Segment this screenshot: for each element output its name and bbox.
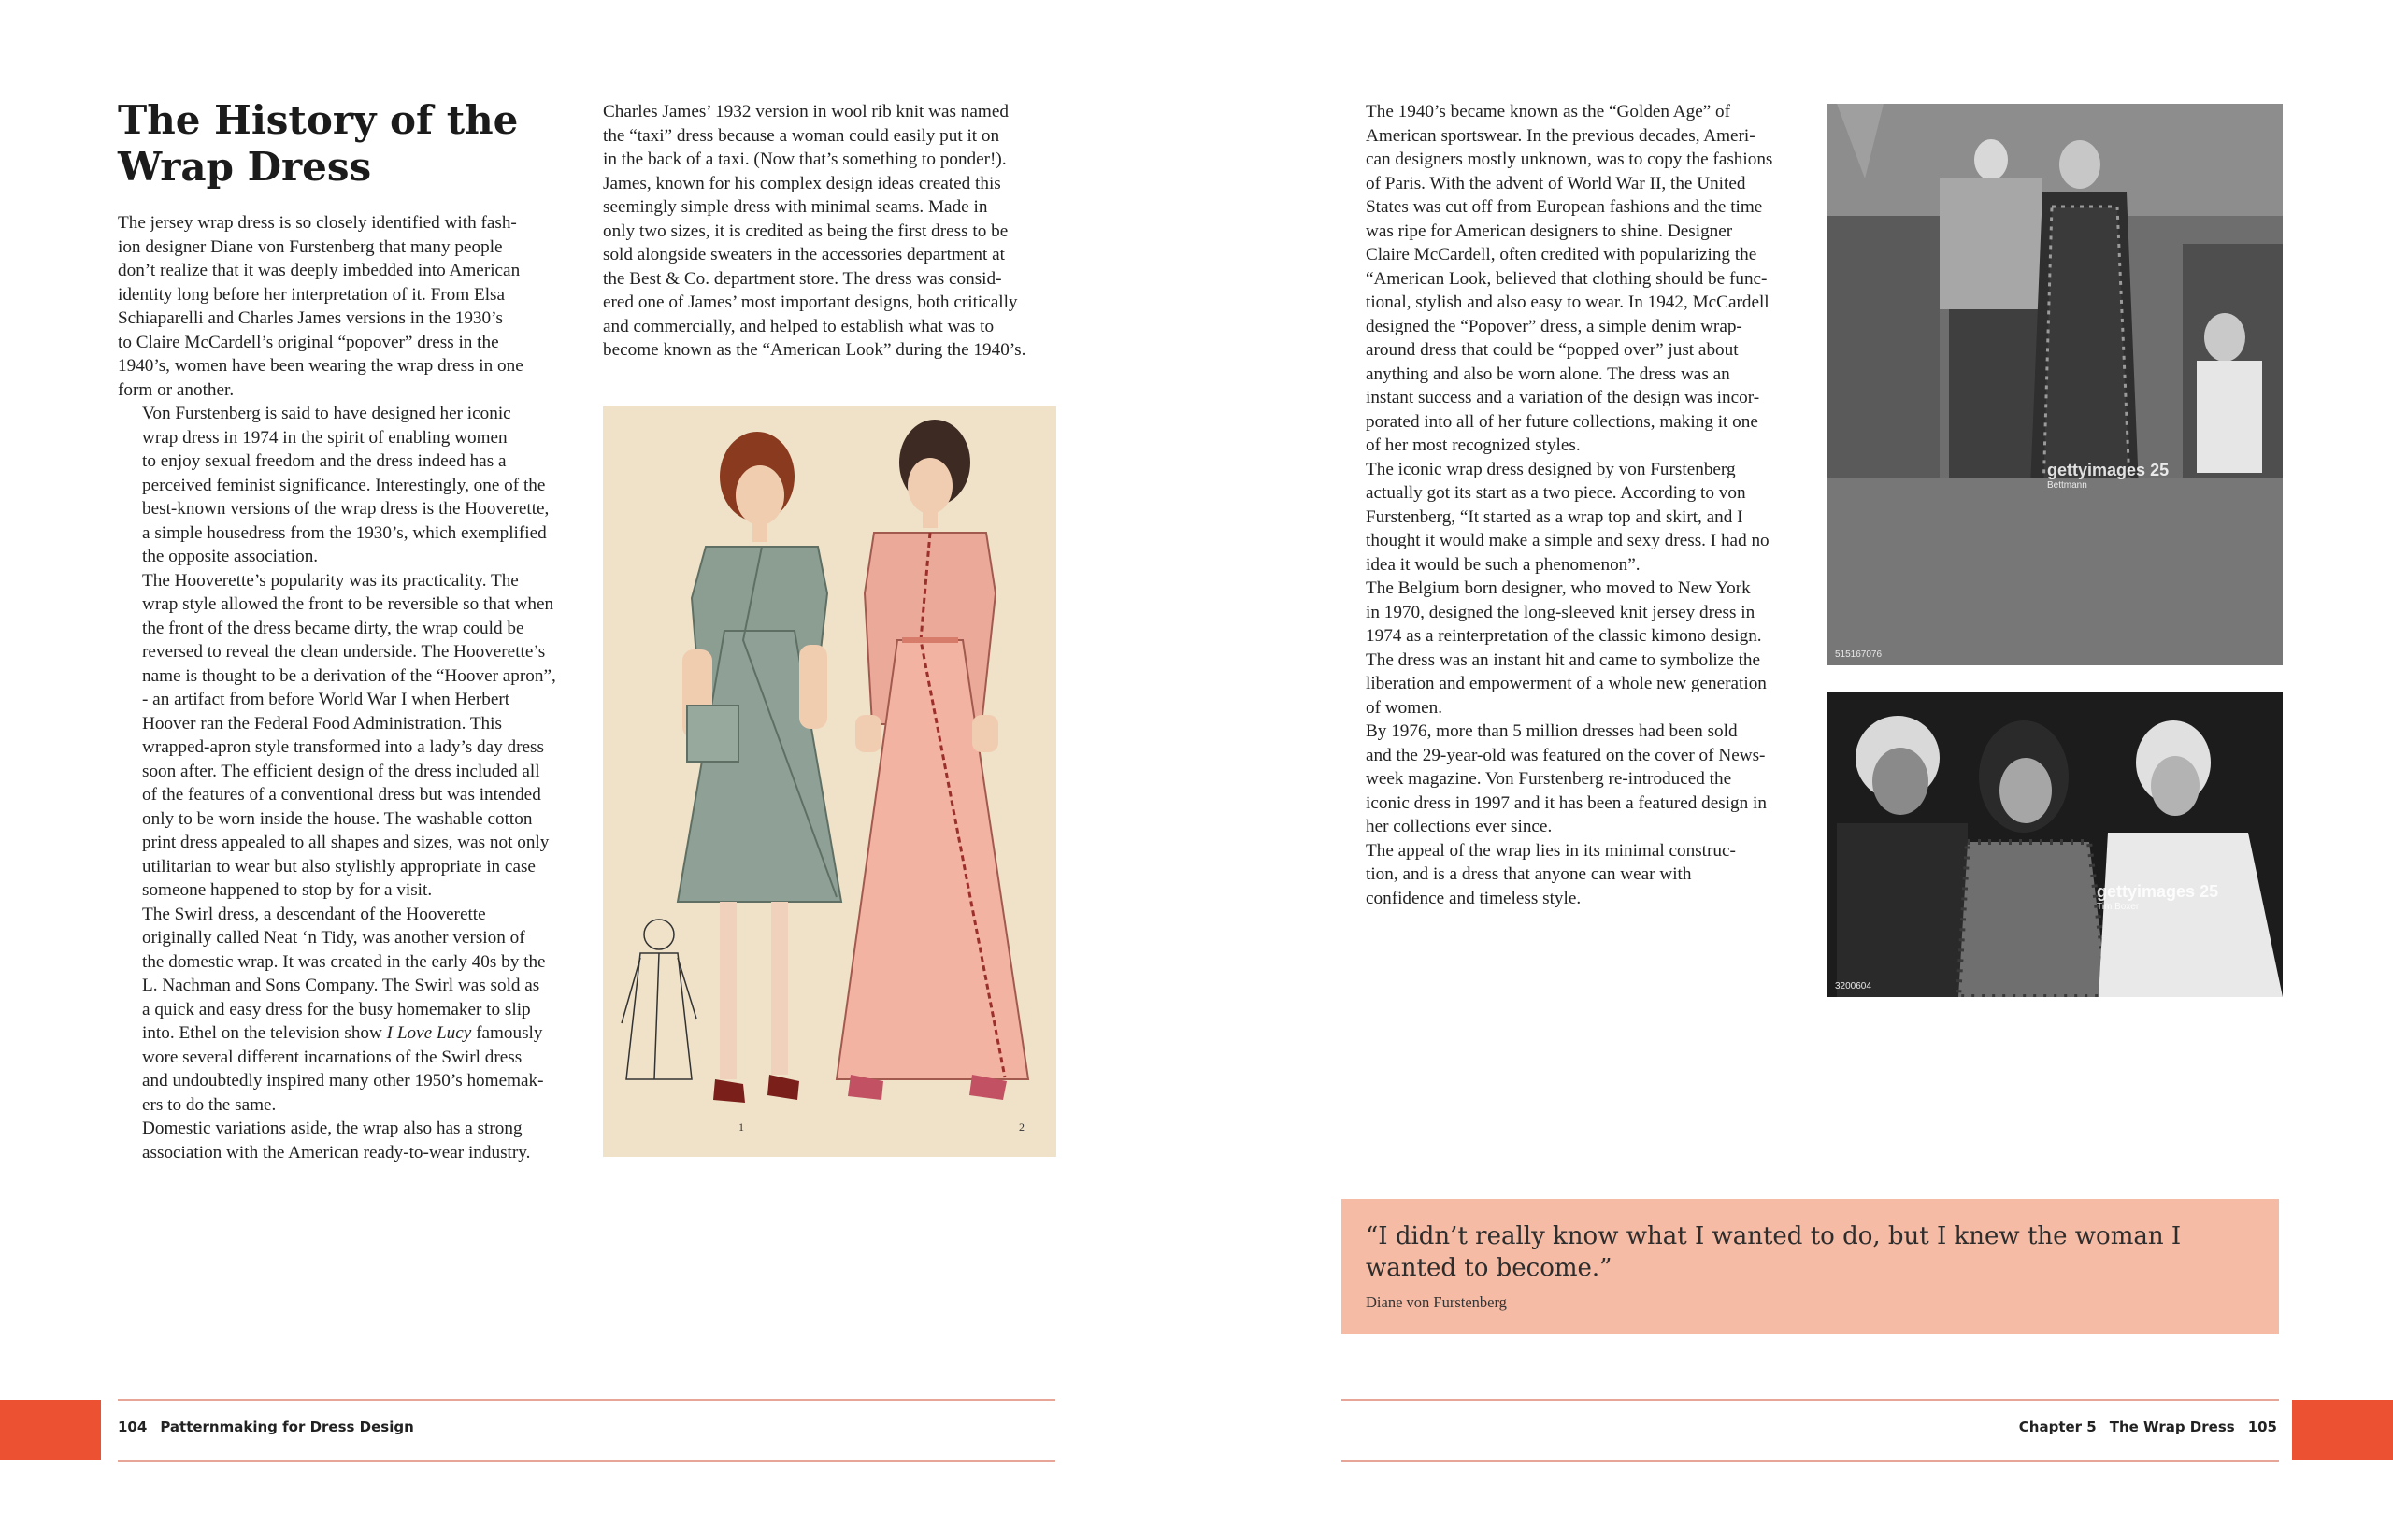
text-line: sold alongside sweaters in the accessories department at [603, 245, 1005, 264]
text-line: utilitarian to wear but also stylishly appropriate in case [142, 856, 536, 877]
text-line: 1974 as a reinterpretation of the classic kimono design. [1366, 626, 1762, 646]
text-line: perceived feminist significance. Interestingly, one of the [142, 475, 546, 495]
illustration-graphic [603, 406, 1056, 1157]
paragraph [1341, 839, 1799, 911]
text-line: name is thought to be a derivation of the “Hoover apron”, [142, 665, 556, 686]
watermark-badge: 25 [2150, 461, 2170, 479]
text-line: soon after. The efficient design of the dress included all [142, 761, 540, 781]
figure-number-1: 1 [738, 1120, 744, 1134]
chapter-title: The Wrap Dress [2109, 1419, 2235, 1435]
text-line: The Belgium born designer, who moved to New York [1366, 578, 1751, 598]
photo-designer-workroom [1827, 104, 2283, 665]
title-line-1: The History of the [118, 97, 519, 143]
paragraph [1341, 100, 1799, 458]
text-run: famously [471, 1023, 543, 1043]
text-line: wrap style allowed the front to be reversible so that when [142, 594, 554, 614]
text-line: don’t realize that it was deeply imbedded into American [118, 261, 521, 280]
footer-rule-bottom-left [118, 1460, 1055, 1462]
text-line: the opposite association. [142, 547, 319, 566]
photo-id: 3200604 [1835, 981, 1871, 991]
page-number-left: 104 [118, 1419, 148, 1435]
text-line: and commercially, and helped to establish what was to [603, 316, 995, 336]
paragraph [603, 100, 1066, 363]
text-line: tional, stylish and also easy to wear. In 1942, McCardell [1366, 292, 1770, 312]
text-line: Charles James’ 1932 version in wool rib knit was named [603, 102, 1009, 121]
footer-rule-top-right [1341, 1399, 2279, 1401]
right-text-column [1341, 100, 1799, 910]
vintage-pattern-illustration [603, 406, 1056, 1157]
text-line: print dress appealed to all shapes and sizes, was not only [142, 833, 550, 852]
text-line: the Best & Co. department store. The dress was consid- [603, 268, 1002, 289]
text-line: James, known for his complex design ideas created this [603, 173, 1001, 193]
text-line: the front of the dress became dirty, the wrap could be [142, 618, 524, 638]
text-run: into. Ethel on the television show [142, 1023, 387, 1043]
text-line: The jersey wrap dress is so closely identified with fash- [118, 213, 517, 233]
footer-rule-bottom-right [1341, 1460, 2279, 1462]
text-line: idea it would be such a phenomenon”. [1366, 554, 1641, 575]
text-line: liberation and empowerment of a whole new generation [1366, 674, 1767, 693]
text-line: the “taxi” dress because a woman could easily put it on [603, 125, 1000, 146]
text-line: L. Nachman and Sons Company. The Swirl was sold as [142, 976, 540, 995]
paragraph [1341, 720, 1799, 839]
text-line: of Paris. With the advent of World War II, the United [1366, 173, 1746, 193]
text-line: Furstenberg, “It started as a wrap top and skirt, and I [1366, 506, 1743, 527]
title-line-2: Wrap Dress [118, 144, 372, 190]
quote-author: Diane von Furstenberg [1366, 1293, 1507, 1311]
text-line: of women. [1366, 697, 1443, 718]
page-title [118, 97, 604, 191]
text-line: Claire McCardell, often credited with popularizing the [1366, 245, 1757, 264]
text-line: association with the American ready-to-wear industry. [142, 1142, 531, 1162]
right-chapter-tab [2292, 1400, 2393, 1460]
text-line: The Hooverette’s popularity was its practicality. The [142, 570, 519, 591]
text-line: seemingly simple dress with minimal seams. Made in [603, 197, 988, 217]
middle-text-column [603, 100, 1066, 363]
figure-number-2: 2 [1019, 1120, 1025, 1134]
text-line: ers to do the same. [142, 1094, 277, 1115]
text-line: of her most recognized styles. [1366, 435, 1581, 455]
text-line: and the 29-year-old was featured on the cover of News- [1366, 745, 1766, 765]
quote-text [1366, 1220, 2255, 1284]
pull-quote [1341, 1199, 2279, 1334]
paragraph [1341, 458, 1799, 578]
text-line: ion designer Diane von Furstenberg that many people [118, 236, 503, 257]
text-line: iconic dress in 1997 and it has been a featured design in [1366, 792, 1767, 813]
text-line: originally called Neat ‘n Tidy, was another version of [142, 928, 525, 948]
text-line: a quick and easy dress for the busy homemaker to slip [142, 999, 531, 1020]
text-line: Hoover ran the Federal Food Administration. This [142, 713, 502, 734]
text-line: reversed to reveal the clean underside. The Hooverette’s [142, 642, 546, 662]
text-line: to enjoy sexual freedom and the dress indeed has a [142, 451, 507, 471]
getty-watermark [2047, 461, 2169, 491]
text-line: Von Furstenberg is said to have designed her iconic [142, 404, 511, 423]
chapter-label: Chapter 5 [2018, 1419, 2097, 1435]
text-line: thought it would make a simple and sexy dress. I had no [1366, 531, 1770, 550]
text-line: only two sizes, it is credited as being the first dress to be [603, 221, 1009, 241]
text-line: ered one of James’ most important designs, both critically [603, 292, 1018, 312]
text-line: can designers mostly unknown, was to copy the fashions [1366, 150, 1773, 169]
text-line: only to be worn inside the house. The washable cotton [142, 808, 533, 829]
text-line: in the back of a taxi. (Now that’s something to ponder!). [603, 150, 1007, 169]
text-line: porated into all of her future collections, making it one [1366, 411, 1758, 432]
text-line: anything and also be worn alone. The dress was an [1366, 364, 1730, 384]
getty-watermark [2097, 882, 2218, 912]
text-line: Domestic variations aside, the wrap also has a strong [142, 1119, 523, 1138]
text-line: - an artifact from before World War I when Herbert [142, 690, 510, 709]
text-line: Schiaparelli and Charles James versions in the 1930’s [118, 308, 503, 328]
text-line: best-known versions of the wrap dress is the Hooverette, [142, 499, 550, 519]
text-line: week magazine. Von Furstenberg re-introduced the [1366, 769, 1732, 789]
photo-warhol-von-furstenberg [1827, 692, 2283, 997]
watermark-badge: 25 [2200, 882, 2219, 901]
text-line: confidence and timeless style. [1366, 888, 1582, 908]
show-title: I Love Lucy [386, 1023, 472, 1043]
text-line: 1940’s, women have been wearing the wrap dress in one [118, 356, 523, 376]
text-line: identity long before her interpretation of it. From Elsa [118, 284, 506, 305]
paragraph [118, 903, 585, 1118]
text-line: and undoubtedly inspired many other 1950’s homemak- [142, 1071, 544, 1091]
text-line: around dress that could be “popped over” just about [1366, 340, 1739, 360]
text-line: The dress was an instant hit and came to symbolize the [1366, 649, 1761, 670]
page-number-right: 105 [2247, 1419, 2277, 1435]
text-line: The Swirl dress, a descendant of the Hooverette [142, 904, 486, 924]
text-line: tion, and is a dress that anyone can wear with [1366, 864, 1692, 884]
text-line: a simple housedress from the 1930’s, which exemplified [142, 522, 547, 543]
footer-rule-top-left [118, 1399, 1055, 1401]
paragraph [1341, 577, 1799, 720]
paragraph [118, 1117, 585, 1164]
quote-line: wanted to become.” [1366, 1254, 1612, 1282]
text-line: was ripe for American designers to shine. Designer [1366, 221, 1733, 241]
text-line: wrap dress in 1974 in the spirit of enabling women [142, 427, 508, 448]
text-line: to Claire McCardell’s original “popover” dress in the [118, 332, 499, 352]
photo-credit: Bettmann [2047, 480, 2087, 491]
text-line: of the features of a conventional dress but was intended [142, 785, 541, 805]
text-line: American sportswear. In the previous decades, Ameri- [1366, 125, 1755, 146]
text-line: “American Look, believed that clothing should be func- [1366, 268, 1768, 289]
text-line: wore several different incarnations of the Swirl dress [142, 1047, 523, 1067]
paragraph [118, 569, 585, 903]
photo-id: 515167076 [1835, 649, 1883, 660]
photo-1-graphic [1827, 104, 2283, 665]
footer-left [118, 1419, 414, 1435]
watermark-text: gettyimages [2047, 461, 2146, 479]
text-line: States was cut off from European fashions and the time [1366, 197, 1763, 217]
text-line: actually got its start as a two piece. According to von [1366, 483, 1746, 503]
text-line: wrapped-apron style transformed into a lady’s day dress [142, 737, 544, 757]
text-line [118, 1021, 585, 1046]
text-line: the domestic wrap. It was created in the early 40s by the [142, 951, 546, 972]
paragraph [118, 402, 585, 569]
paragraph [118, 211, 585, 402]
watermark-text: gettyimages [2097, 882, 2196, 901]
text-line: The 1940’s became known as the “Golden Age” of [1366, 102, 1731, 121]
text-line: in 1970, designed the long-sleeved knit jersey dress in [1366, 602, 1755, 622]
text-line: The iconic wrap dress designed by von Furstenberg [1366, 459, 1736, 479]
text-line: By 1976, more than 5 million dresses had been sold [1366, 721, 1738, 741]
left-chapter-tab [0, 1400, 101, 1460]
text-line: instant success and a variation of the design was incor- [1366, 388, 1760, 407]
text-line: designed the “Popover” dress, a simple denim wrap- [1366, 316, 1742, 336]
text-line: someone happened to stop by for a visit. [142, 880, 433, 900]
photo-credit: Tim Boxer [2097, 902, 2140, 912]
quote-line: “I didn’t really know what I wanted to do, but I knew the woman I [1366, 1222, 2182, 1250]
book-title: Patternmaking for Dress Design [160, 1419, 414, 1435]
photo-2-graphic [1827, 692, 2283, 997]
text-line: form or another. [118, 379, 235, 400]
text-line: her collections ever since. [1366, 817, 1553, 836]
left-text-column [118, 211, 585, 1164]
footer-right [2019, 1419, 2277, 1435]
text-line: The appeal of the wrap lies in its minimal construc- [1366, 840, 1736, 861]
text-line: become known as the “American Look” during the 1940’s. [603, 340, 1026, 360]
